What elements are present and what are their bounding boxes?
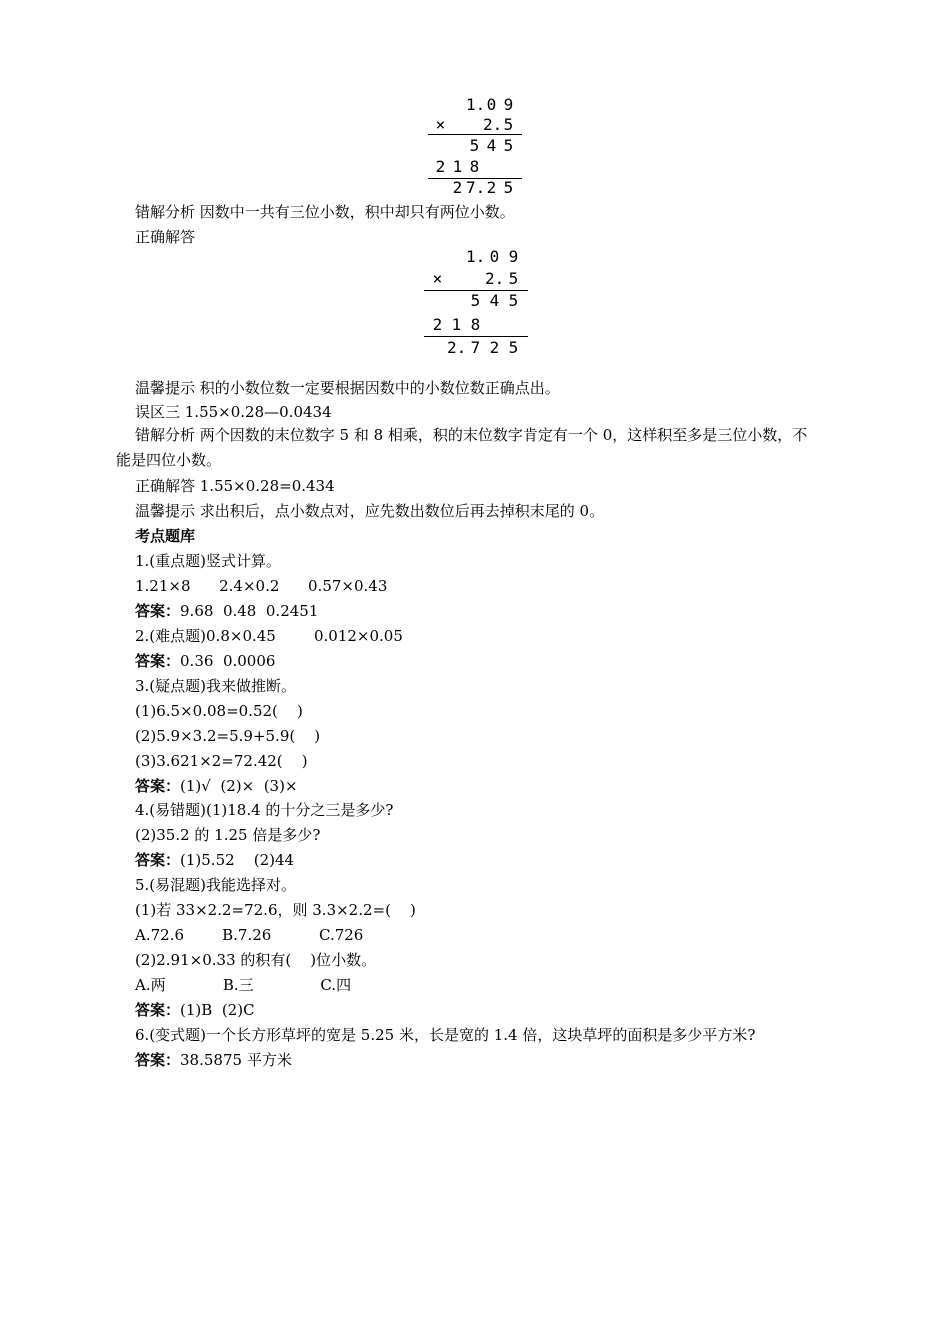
calc-digit: 2 [486, 178, 497, 197]
calc-digit: 7. [466, 178, 486, 197]
calc-digit: 0 [489, 247, 500, 266]
question-3: 3.(疑点题)我来做推断。 [135, 677, 297, 695]
answer-3 [135, 776, 298, 796]
calc-digit: 4 [486, 136, 497, 155]
answer-6-value: 38.5875 平方米 [180, 1051, 292, 1069]
calc-digit: 1. [466, 95, 486, 114]
calc-digit: 5 [503, 178, 514, 197]
error-analysis-2: 错解分析 因数中一共有三位小数，积中却只有两位小数。 [135, 203, 515, 221]
answer-6 [135, 1050, 292, 1070]
calc-digit: 0 [486, 95, 497, 114]
question-3-3: (3)3.621×2=72.42( ) [135, 752, 308, 770]
answer-5 [135, 1000, 255, 1020]
answer-label: 答案： [135, 777, 181, 795]
correct-answer-3: 正确解答 1.55×0.28=0.434 [135, 477, 335, 495]
answer-label: 答案： [135, 602, 181, 620]
question-3-2: (2)5.9×3.2=5.9+5.9( ) [135, 727, 321, 745]
calc-digit: 5 [508, 338, 519, 357]
question-5-2-options: A.两 B.三 C.四 [135, 976, 352, 994]
calc-digit: 8 [470, 315, 481, 334]
answer-4-value: (1)5.52 (2)44 [180, 851, 295, 869]
answer-1 [135, 601, 318, 621]
answer-5-value: (1)B (2)C [180, 1001, 255, 1019]
calc-digit: 1. [466, 247, 486, 266]
calc-digit: 2. [485, 269, 505, 288]
question-5-1-options: A.72.6 B.7.26 C.726 [135, 926, 364, 944]
calc-digit: 5 [469, 136, 480, 155]
calc-digit: 9 [503, 95, 514, 114]
calc-digit: 5 [470, 291, 481, 310]
question-5-1: (1)若 33×2.2=72.6，则 3.3×2.2=( ) [135, 901, 416, 919]
answer-label: 答案： [135, 652, 181, 670]
calc-digit: 1 [451, 315, 462, 334]
calc-digit: 9 [508, 247, 519, 266]
answer-label: 答案： [135, 851, 181, 869]
calc-digit: 8 [469, 157, 480, 176]
question-5: 5.(易混题)我能选择对。 [135, 876, 297, 894]
calc-digit: 1 [452, 157, 463, 176]
tip-3: 温馨提示 求出积后，点小数点对，应先数出数位后再去掉积末尾的 0。 [135, 502, 605, 520]
calc-rule [424, 336, 528, 337]
question-2: 2.(难点题)0.8×0.45 0.012×0.05 [135, 627, 403, 645]
calc-digit: × [432, 269, 443, 288]
correct-answer-label: 正确解答 [135, 228, 196, 246]
calc-digit: 5 [508, 291, 519, 310]
calc-digit: × [435, 115, 446, 134]
calc-digit: 2. [483, 115, 503, 134]
calc-digit: 2 [435, 157, 446, 176]
calc-digit: 5 [503, 136, 514, 155]
answer-2-value: 0.36 0.0006 [180, 652, 276, 670]
calc-digit: 2 [489, 338, 500, 357]
question-4-2: (2)35.2 的 1.25 倍是多少? [135, 826, 321, 844]
question-3-1: (1)6.5×0.08=0.52( ) [135, 702, 303, 720]
calc-rule [428, 134, 522, 135]
calc-digit: 4 [489, 291, 500, 310]
calc-digit: 7 [470, 338, 481, 357]
answer-label: 答案： [135, 1051, 181, 1069]
answer-label: 答案： [135, 1001, 181, 1019]
answer-4 [135, 850, 294, 870]
calc-digit: 2 [432, 315, 443, 334]
question-bank-heading: 考点题库 [135, 527, 196, 545]
answer-2 [135, 651, 275, 671]
calc-digit: 5 [503, 115, 514, 134]
calc-digit: 5 [508, 269, 519, 288]
calc-digit: 2. [447, 338, 467, 357]
tip-2: 温馨提示 积的小数位数一定要根据因数中的小数位数正确点出。 [135, 379, 560, 397]
calc-digit: 2 [452, 178, 463, 197]
question-6: 6.(变式题)一个长方形草坪的宽是 5.25 米，长是宽的 1.4 倍，这块草坪的面积是多少平方米? [135, 1026, 756, 1044]
answer-1-value: 9.68 0.48 0.2451 [180, 602, 319, 620]
question-5-2: (2)2.91×0.33 的积有( )位小数。 [135, 951, 377, 969]
question-1: 1.(重点题)竖式计算。 [135, 552, 282, 570]
question-1-items: 1.21×8 2.4×0.2 0.57×0.43 [135, 577, 388, 595]
error-analysis-3: 错解分析 两个因数的末位数字 5 和 8 相乘，积的末位数字肯定有一个 0，这样积至多是三位小数，不能是四位小数。 [116, 426, 808, 469]
answer-3-value: (1)√ (2)× (3)× [180, 777, 298, 795]
vertical-multiplication-wrong [428, 96, 524, 200]
question-4: 4.(易错题)(1)18.4 的十分之三是多少? [135, 801, 394, 819]
mistake-3-title: 误区三 1.55×0.28—0.0434 [135, 403, 332, 421]
vertical-multiplication-correct [424, 248, 530, 360]
